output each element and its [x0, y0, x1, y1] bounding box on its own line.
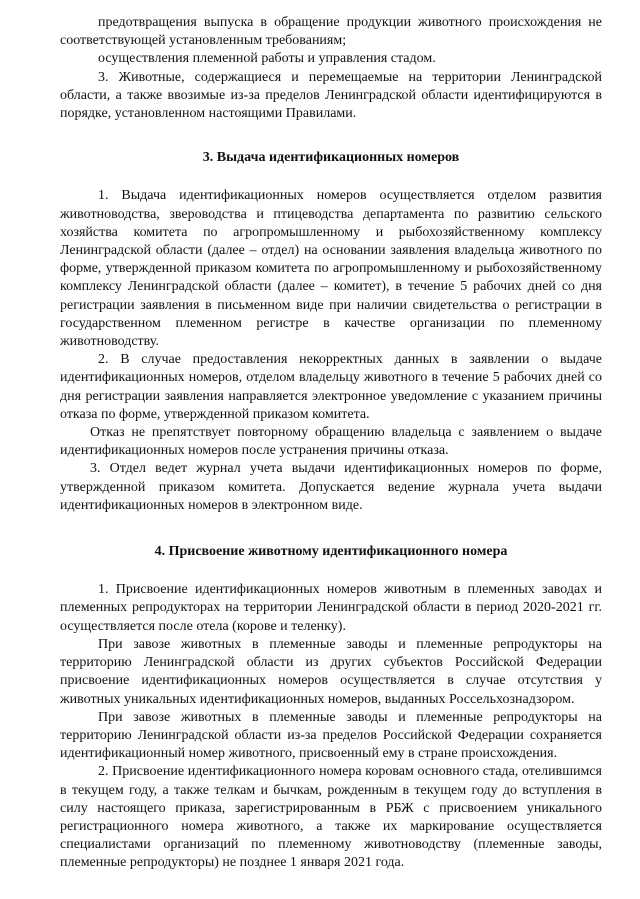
intro-paragraph-2: осуществления племенной работы и управления стадом. — [98, 51, 436, 67]
section-3-heading: 3. Выдача идентификационных номеров — [202, 150, 460, 166]
section-3-paragraph-1: 1. Выдача идентификационных номеров осуществляется отделом развития животноводства, звероводства и птицеводства департамента по развитию сельского хозяйства комитета по агропромышленному и рыбохозяйственному комплексу Ленинградской области (далее – отдел) на основании заявления владельца животного по форме, утвержденной приказом комитета по агропромышленному и рыбохозяйственному комплексу Ленинградской области (далее – комитет), в течение 5 рабочих дней со дня регистрации заявления в письменном виде при наличии свидетельства о регистрации в государственном племенном регистре в качестве организации по племенному животноводству. — [60, 188, 602, 350]
section-4-paragraph-3: При завозе животных в племенные заводы и племенные репродукторы на территорию Ленинградской области из-за пределов Российской Федерации сохраняется идентификационный номер животного, присвоенный ему в стране происхождения. — [60, 709, 602, 762]
section-3-paragraph-2: 2. В случае предоставления некорректных данных в заявлении о выдаче идентификационных номеров, отделом владельцу животного в течение 5 рабочих дней со дня регистрации заявления направляется электронное уведомление с указанием причины отказа по форме, утвержденной приказом комитета. — [60, 352, 602, 422]
section-4-heading: 4. Присвоение животному идентификационного номера — [154, 544, 508, 560]
intro-paragraph-3: 3. Животные, содержащиеся и перемещаемые на территории Ленинградской области, а также ввозимые из-за пределов Ленинградской области идентифицируются в порядке, установленном настоящими Правилами. — [60, 69, 602, 122]
section-4-paragraph-2: При завозе животных в племенные заводы и племенные репродукторы на территорию Ленинградской области из других субъектов Российской Федерации присвоение идентификационных номеров осуществляется в случае отсутствия у животных уникальных идентификационных номеров, выданных Россельхознадзором. — [60, 636, 602, 707]
section-4-paragraph-1: 1. Присвоение идентификационных номеров животным в племенных заводах и племенных репродукторах на территории Ленинградской области в период 2020-2021 гг. осуществляется после отела (корове и теленку). — [60, 582, 602, 634]
spacer — [60, 515, 602, 543]
spacer — [60, 561, 602, 581]
spacer — [60, 167, 602, 187]
section-4-paragraph-4: 2. Присвоение идентификационного номера коровам основного стада, отелившимся в текущем году, а также телкам и бычкам, рожденным в текущем году до вступления в силу настоящего приказа, зарегистрированным в РБЖ с присвоением уникального регистрационного номера животного, а также их маркирование осуществляется специалистами организаций по племенному животноводству (племенные заводы, племенные репродукторы) не позднее 1 января 2021 года. — [60, 764, 602, 871]
section-3-paragraph-3: Отказ не препятствует повторному обращению владельца с заявлением о выдаче идентификационных номеров после устранения причины отказа. — [60, 425, 602, 459]
section-3-paragraph-4: 3. Отдел ведет журнал учета выдачи идентификационных номеров по форме, утвержденной приказом комитета. Допускается ведение журнала учета выдачи идентификационных номеров в электронном виде. — [60, 461, 602, 513]
intro-paragraph-1: предотвращения выпуска в обращение продукции животного происхождения не соответствующей установленным требованиям; — [60, 15, 602, 49]
spacer — [60, 123, 602, 149]
